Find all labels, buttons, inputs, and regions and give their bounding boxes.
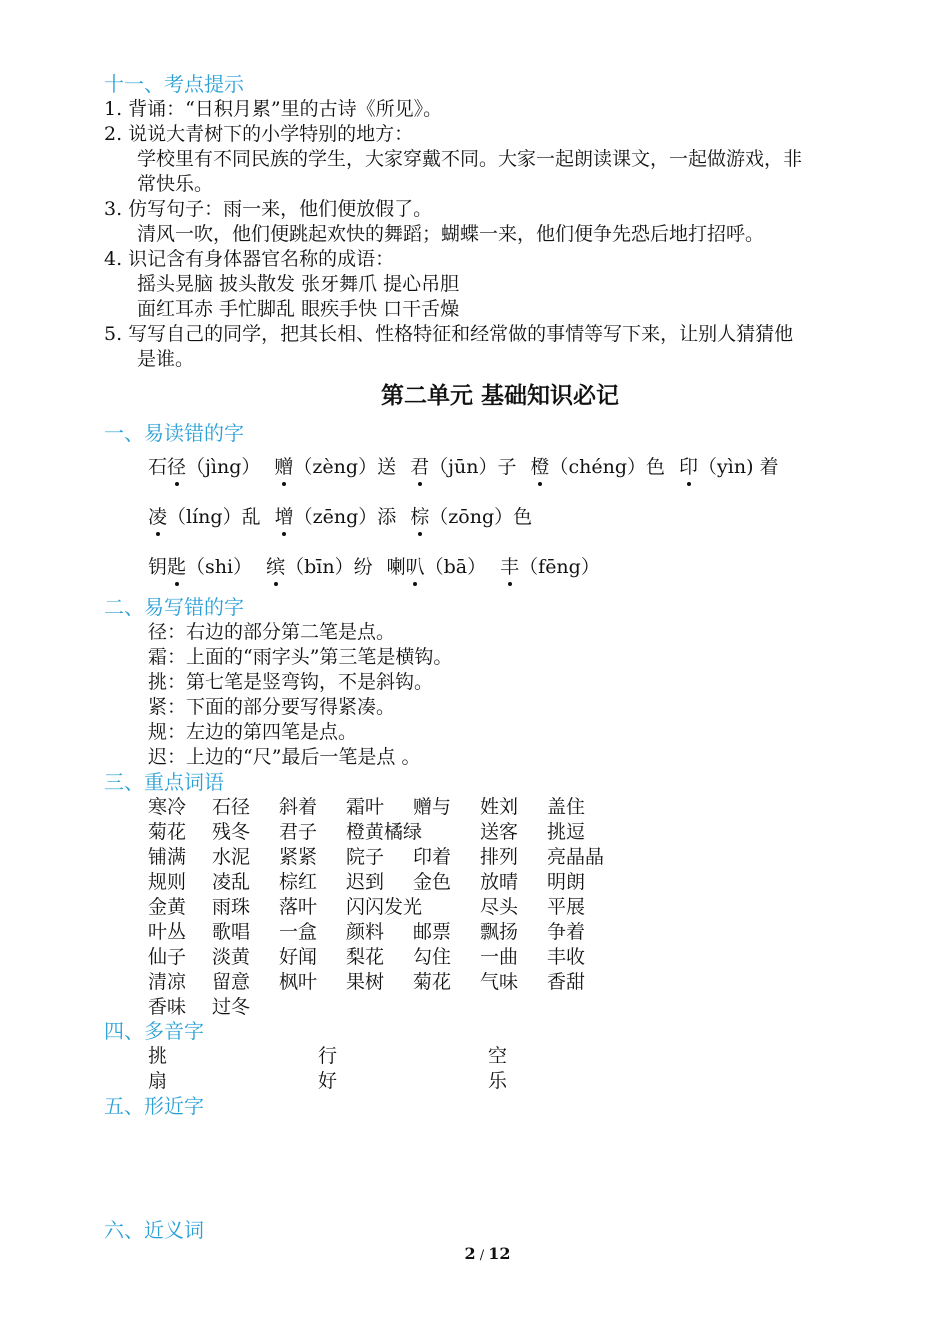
pinyin-item: [275, 505, 397, 530]
word-item: 赠与: [413, 796, 452, 818]
word-item: 水泥: [212, 846, 251, 868]
unit-title: 第二单元 基础知识必记: [380, 383, 619, 409]
tip-line: 常快乐。: [137, 173, 214, 195]
pinyin-row: [148, 455, 793, 480]
pinyin-item: [266, 555, 373, 580]
word-item: 闪闪发光: [346, 896, 423, 918]
word-item: 留意: [212, 971, 251, 993]
emphasized-char: 橙: [530, 456, 550, 478]
word-item: 石径: [212, 796, 251, 818]
word-item: 一曲: [480, 946, 519, 968]
word-item: 尽头: [480, 896, 519, 918]
emphasized-char: 印: [679, 456, 699, 478]
word-item: 叶丛: [148, 921, 187, 943]
polyphone-char: 挑: [148, 1045, 168, 1067]
tip-line: 摇头晃脑 披头散发 张牙舞爪 提心吊胆: [137, 273, 460, 295]
tip-line: 学校里有不同民族的学生，大家穿戴不同。大家一起朗读课文，一起做游戏，非: [137, 148, 803, 170]
pinyin-reading: （zèng）送: [293, 456, 397, 478]
polyphone-char: 空: [488, 1045, 508, 1067]
word-item: 放晴: [480, 871, 519, 893]
word-item: 邮票: [413, 921, 452, 943]
word-item: 一盒: [279, 921, 318, 943]
page-total: 12: [488, 1244, 511, 1263]
word-item: 送客: [480, 821, 519, 843]
pinyin-item: [410, 455, 516, 480]
pinyin-reading: （jūn）子: [429, 456, 517, 478]
emphasized-char: 径: [167, 456, 187, 478]
emphasized-char: 凌: [148, 506, 168, 528]
word-item: 紧紧: [279, 846, 318, 868]
word-item: 迟到: [346, 871, 385, 893]
word-item: 姓刘: [480, 796, 519, 818]
section-heading-synonyms: 六、近义词: [104, 1218, 204, 1242]
pinyin-reading: （fēng）: [519, 556, 600, 578]
writing-note: 霜：上面的“雨字头”第三笔是横钩。: [148, 646, 453, 668]
writing-note: 迟：上边的“尺”最后一笔是点 。: [148, 746, 421, 768]
pinyin-reading: （chéng）色: [549, 456, 666, 478]
word-item: 君子: [279, 821, 318, 843]
pinyin-item: [148, 455, 260, 480]
word-item: 霜叶: [346, 796, 385, 818]
pinyin-prefix: 喇: [386, 556, 406, 578]
pinyin-item: [274, 455, 396, 480]
word-item: 过冬: [212, 996, 251, 1018]
word-item: 仙子: [148, 946, 187, 968]
word-item: 明朗: [547, 871, 586, 893]
pinyin-reading: （líng）乱: [167, 506, 261, 528]
word-item: 金黄: [148, 896, 187, 918]
polyphone-char: 扇: [148, 1070, 168, 1092]
pinyin-prefix: 石: [148, 456, 168, 478]
pinyin-reading: （bīn）纷: [285, 556, 373, 578]
word-item: 枫叶: [279, 971, 318, 993]
pinyin-reading: （zōng）色: [429, 506, 533, 528]
pinyin-item: [679, 455, 779, 480]
emphasized-char: 君: [410, 456, 430, 478]
pinyin-item: [530, 455, 665, 480]
pinyin-item: [148, 555, 252, 580]
pinyin-item: [148, 505, 261, 530]
page-number: [0, 1244, 950, 1263]
writing-note: 挑：第七笔是竖弯钩，不是斜钩。: [148, 671, 434, 693]
word-item: 颜料: [346, 921, 385, 943]
word-item: 气味: [480, 971, 519, 993]
word-item: 棕红: [279, 871, 318, 893]
tip-line: 3. 仿写句子：雨一来，他们便放假了。: [104, 198, 433, 220]
word-item: 落叶: [279, 896, 318, 918]
word-item: 香甜: [547, 971, 586, 993]
tip-line: 4. 识记含有身体器官名称的成语：: [104, 248, 395, 270]
emphasized-char: 缤: [266, 556, 286, 578]
pinyin-item: [500, 555, 600, 580]
word-item: 挑逗: [547, 821, 586, 843]
section-heading-misread-chars: 一、易读错的字: [104, 421, 244, 445]
page-current: 2: [464, 1244, 476, 1263]
word-item: 院子: [346, 846, 385, 868]
section-heading-polyphones: 四、多音字: [104, 1019, 204, 1043]
word-item: 残冬: [212, 821, 251, 843]
pinyin-reading: （jìng）: [186, 456, 261, 478]
emphasized-char: 棕: [410, 506, 430, 528]
word-item: 雨珠: [212, 896, 251, 918]
section-heading-exam-tips: 十一、考点提示: [104, 72, 244, 96]
pinyin-reading: （zēng）添: [293, 506, 397, 528]
tip-line: 清风一吹，他们便跳起欢快的舞蹈；蝴蝶一来，他们便争先恐后地打招呼。: [137, 223, 765, 245]
word-item: 印着: [413, 846, 452, 868]
word-item: 淡黄: [212, 946, 251, 968]
section-heading-key-words: 三、重点词语: [104, 770, 224, 794]
pinyin-row: [148, 505, 546, 530]
word-item: 寒冷: [148, 796, 187, 818]
section-heading-miswritten-chars: 二、易写错的字: [104, 595, 244, 619]
writing-note: 径：右边的部分第二笔是点。: [148, 621, 396, 643]
word-item: 丰收: [547, 946, 586, 968]
pinyin-item: [410, 505, 532, 530]
word-item: 争着: [547, 921, 586, 943]
word-item: 斜着: [279, 796, 318, 818]
emphasized-char: 叭: [405, 556, 425, 578]
page-separator: /: [475, 1248, 489, 1263]
writing-note: 规：左边的第四笔是点。: [148, 721, 358, 743]
emphasized-char: 匙: [167, 556, 187, 578]
emphasized-char: 增: [274, 506, 294, 528]
pinyin-reading: （bā）: [424, 556, 487, 578]
emphasized-char: 丰: [500, 556, 520, 578]
emphasized-char: 赠: [274, 456, 294, 478]
pinyin-reading: （yìn) 着: [698, 456, 779, 478]
word-item: 清凉: [148, 971, 187, 993]
section-heading-similar-chars: 五、形近字: [104, 1094, 204, 1118]
word-item: 好闻: [279, 946, 318, 968]
word-item: 歌唱: [212, 921, 251, 943]
polyphone-char: 乐: [488, 1070, 508, 1092]
word-item: 飘扬: [480, 921, 519, 943]
word-item: 香味: [148, 996, 187, 1018]
word-item: 菊花: [148, 821, 187, 843]
word-item: 菊花: [413, 971, 452, 993]
pinyin-reading: （shi）: [186, 556, 253, 578]
polyphone-char: 好: [318, 1070, 338, 1092]
word-item: 规则: [148, 871, 187, 893]
word-item: 橙黄橘绿: [346, 821, 423, 843]
word-item: 凌乱: [212, 871, 251, 893]
word-item: 排列: [480, 846, 519, 868]
tip-line: 2. 说说大青树下的小学特别的地方：: [104, 123, 414, 145]
word-item: 平展: [547, 896, 586, 918]
polyphone-char: 行: [318, 1045, 338, 1067]
tip-line: 1. 背诵：“日积月累”里的古诗《所见》。: [104, 98, 443, 120]
tip-line: 是谁。: [137, 348, 195, 370]
tip-line: 5. 写写自己的同学，把其长相、性格特征和经常做的事情等写下来，让别人猜猜他: [104, 323, 794, 345]
word-item: 亮晶晶: [547, 846, 605, 868]
word-item: 梨花: [346, 946, 385, 968]
word-item: 盖住: [547, 796, 586, 818]
pinyin-item: [387, 555, 487, 580]
word-item: 果树: [346, 971, 385, 993]
word-item: 勾住: [413, 946, 452, 968]
tip-line: 面红耳赤 手忙脚乱 眼疾手快 口干舌燥: [137, 298, 460, 320]
word-item: 铺满: [148, 846, 187, 868]
word-item: 金色: [413, 871, 452, 893]
pinyin-prefix: 钥: [148, 556, 168, 578]
writing-note: 紧：下面的部分要写得紧凑。: [148, 696, 396, 718]
pinyin-row: [148, 555, 614, 580]
